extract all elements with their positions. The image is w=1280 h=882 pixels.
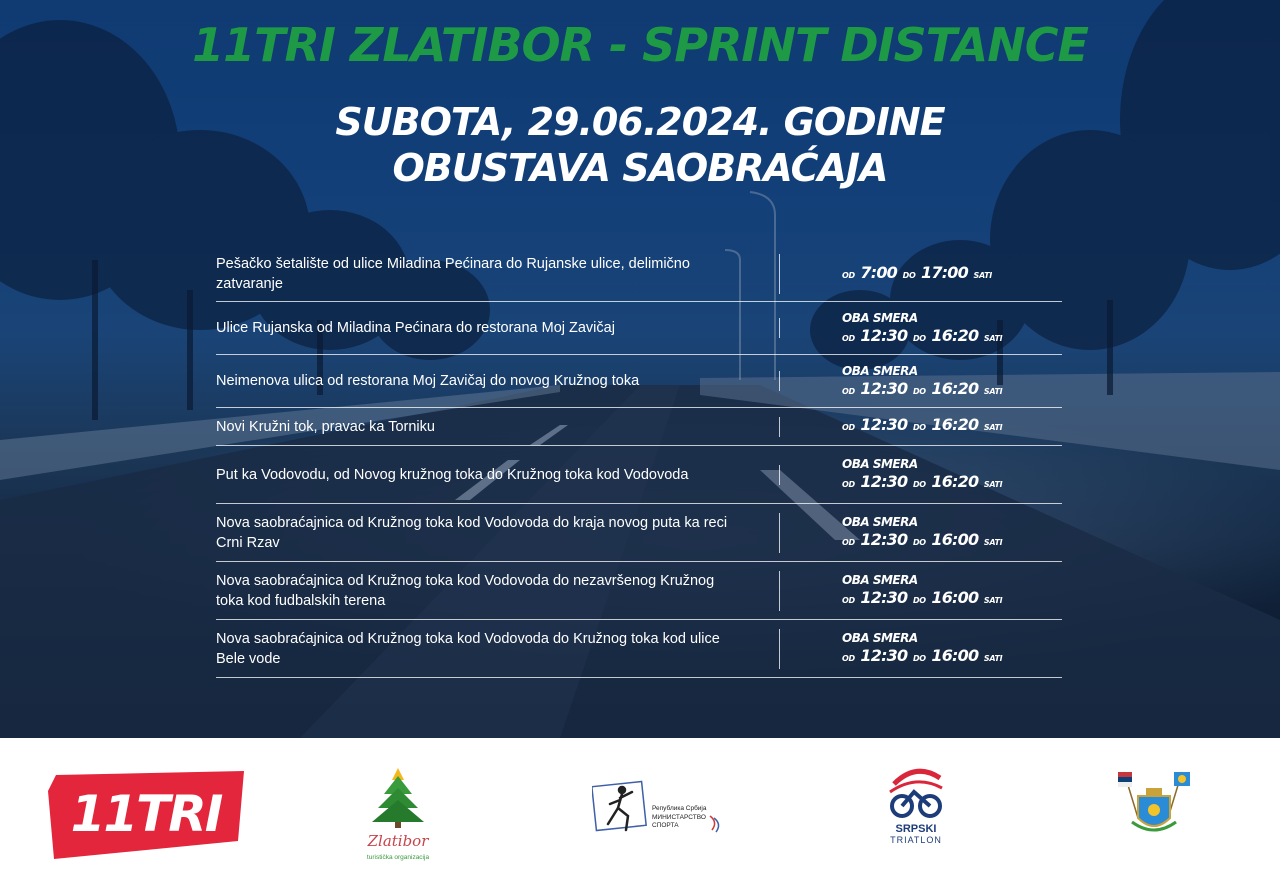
closure-row	[216, 504, 1062, 562]
closure-time	[780, 416, 1062, 437]
direction-label: OBA SMERA	[842, 515, 918, 529]
start-time: 12:30	[860, 415, 908, 434]
start-time: 12:30	[860, 588, 908, 607]
to-label: DO	[912, 480, 926, 489]
closure-location: Neimenova ulica od restorana Moj Zavičaj do novog Kružnog toka	[216, 371, 780, 391]
ministry-line3: СПОРТА	[652, 822, 679, 829]
from-label: OD	[842, 596, 855, 605]
closure-location: Pešačko šetalište od ulice Miladina Pećinara do Rujanske ulice, delimično zatvaranje	[216, 254, 780, 294]
from-label: OD	[842, 480, 855, 489]
closure-row	[216, 562, 1062, 620]
from-label: OD	[842, 333, 855, 343]
hours-label: SATI	[983, 423, 1003, 432]
closure-time	[780, 513, 1062, 552]
closure-row	[216, 408, 1062, 446]
end-time: 16:00	[931, 530, 979, 549]
bicycle-icon	[892, 792, 940, 816]
closure-row	[216, 355, 1062, 408]
ministry-of-sport-logo	[592, 778, 732, 840]
closure-time	[780, 455, 1062, 494]
hours-label: SATI	[983, 333, 1003, 343]
start-time: 12:30	[860, 646, 908, 665]
11tri-logo-text: 11TRI	[70, 785, 222, 843]
closure-time	[780, 362, 1062, 401]
direction-label: OBA SMERA	[842, 631, 918, 645]
event-title: 11TRI ZLATIBOR - SPRINT DISTANCE	[192, 18, 1088, 72]
closure-row	[216, 302, 1062, 355]
11tri-logo	[48, 771, 246, 861]
closure-row	[216, 620, 1062, 678]
closure-row	[216, 247, 1062, 302]
hours-label: SATI	[983, 480, 1003, 489]
zlatibor-logo	[360, 768, 440, 878]
hours-label: SATI	[983, 654, 1003, 663]
to-label: DO	[912, 596, 926, 605]
traffic-closure-heading: OBUSTAVA SAOBRAĆAJA	[392, 146, 888, 190]
to-label: DO	[902, 270, 916, 280]
closure-location: Novi Kružni tok, pravac ka Torniku	[216, 417, 780, 437]
closure-location: Nova saobraćajnica od Kružnog toka kod Vodovoda do nezavršenog Kružnog toka kod fudbalskih terena	[216, 571, 780, 611]
hours-label: SATI	[983, 538, 1003, 547]
event-date: SUBOTA, 29.06.2024. GODINE	[335, 100, 945, 144]
end-time: 17:00	[921, 262, 968, 282]
closure-location: Nova saobraćajnica od Kružnog toka kod Vodovoda do kraja novog puta ka reci Crni Rzav	[216, 513, 780, 553]
closure-row	[216, 446, 1062, 504]
to-label: DO	[912, 386, 926, 396]
start-time: 12:30	[860, 530, 908, 549]
closure-time	[780, 264, 1062, 285]
closure-time	[780, 629, 1062, 668]
direction-label: OBA SMERA	[842, 457, 918, 471]
time-range	[842, 530, 1002, 549]
from-label: OD	[842, 423, 855, 432]
to-label: DO	[912, 654, 926, 663]
time-range	[842, 415, 1002, 434]
end-time: 16:00	[931, 588, 979, 607]
ministry-line1: Република Србија	[652, 805, 707, 812]
time-range	[842, 588, 1002, 607]
from-label: OD	[842, 386, 855, 396]
hours-label: SATI	[983, 596, 1003, 605]
closure-location: Nova saobraćajnica od Kružnog toka kod Vodovoda do Kružnog toka kod ulice Bele vode	[216, 629, 780, 669]
direction-label: OBA SMERA	[842, 310, 918, 325]
hours-label: SATI	[973, 270, 992, 280]
shield-icon	[1132, 788, 1176, 830]
to-label: DO	[912, 333, 926, 343]
start-time: 7:00	[860, 262, 898, 282]
triatlon-line2: TRIATLON	[890, 835, 942, 845]
ministry-line2: МИНИСТАРСТВО	[652, 814, 706, 821]
start-time: 12:30	[860, 325, 908, 345]
time-range	[842, 379, 1002, 398]
end-time: 16:20	[931, 378, 979, 398]
closure-location: Put ka Vodovodu, od Novog kružnog toka do Kružnog toka kod Vodovoda	[216, 465, 780, 485]
sponsor-bar	[0, 738, 1280, 881]
time-range	[842, 472, 1002, 491]
closure-schedule-table	[216, 247, 1062, 678]
direction-label: OBA SMERA	[842, 573, 918, 587]
end-time: 16:20	[931, 415, 979, 434]
end-time: 16:00	[931, 646, 979, 665]
direction-label: OBA SMERA	[842, 363, 918, 378]
srpski-triatlon-logo	[880, 766, 952, 846]
municipality-coat-of-arms	[1116, 768, 1192, 838]
time-range	[842, 263, 992, 282]
start-time: 12:30	[860, 472, 908, 491]
triatlon-line1: SRPSKI	[895, 823, 937, 835]
zlatibor-name: Zlatibor	[367, 832, 429, 850]
closure-time	[780, 571, 1062, 610]
hours-label: SATI	[983, 386, 1003, 396]
from-label: OD	[842, 654, 855, 663]
pine-tree-icon	[372, 768, 424, 828]
start-time: 12:30	[860, 378, 908, 398]
end-time: 16:20	[931, 472, 979, 491]
to-label: DO	[912, 538, 926, 547]
end-time: 16:20	[931, 325, 979, 345]
zlatibor-caption: turistička organizacija	[366, 854, 430, 861]
closure-location: Ulice Rujanska od Miladina Pećinara do restorana Moj Zavičaj	[216, 318, 780, 338]
runner-icon	[608, 787, 632, 830]
from-label: OD	[842, 270, 855, 280]
closure-time	[780, 309, 1062, 348]
from-label: OD	[842, 538, 855, 547]
to-label: DO	[912, 423, 926, 432]
time-range	[842, 646, 1002, 665]
time-range	[842, 326, 1002, 345]
